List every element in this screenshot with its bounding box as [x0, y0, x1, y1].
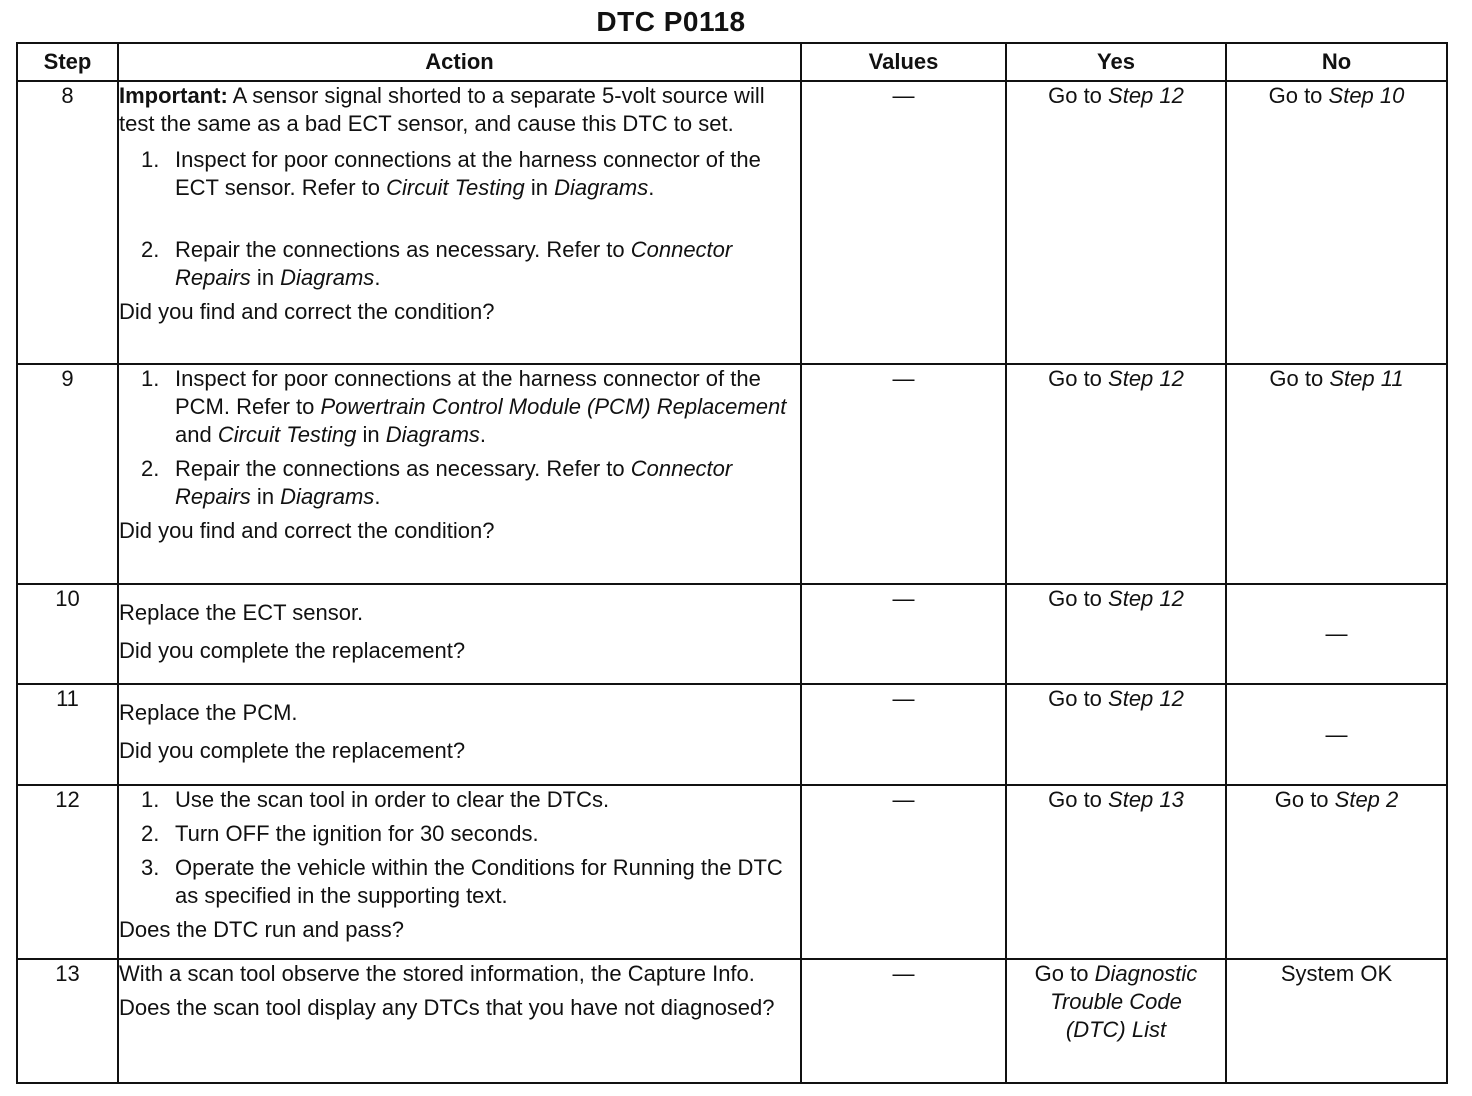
- yes-prefix: Go to: [1048, 686, 1109, 711]
- no-cell: [1226, 364, 1447, 584]
- no-cell: —: [1226, 684, 1447, 785]
- table-row: [17, 364, 1447, 584]
- item-text: Turn OFF the ignition for 30 seconds.: [175, 821, 539, 846]
- yes-step-link: Step 13: [1108, 787, 1184, 812]
- page-title: DTC P0118: [596, 6, 746, 37]
- question-text: Did you find and correct the condition?: [119, 518, 495, 543]
- header-yes: Yes: [1006, 43, 1226, 81]
- action-list: [119, 365, 800, 511]
- no-cell: [1226, 81, 1447, 364]
- item-text: .: [374, 265, 381, 290]
- yes-cell: [1006, 81, 1226, 364]
- yes-prefix: Go to: [1048, 366, 1109, 391]
- yes-step-link: Step 12: [1108, 686, 1184, 711]
- action-list: [119, 146, 800, 292]
- item-reference: Connector Repairs: [175, 456, 733, 509]
- item-reference: Diagrams: [280, 484, 375, 509]
- item-text: Inspect for poor connections at the harness connector of the PCM. Refer to: [175, 366, 761, 419]
- item-text: Operate the vehicle within the Conditions for Running the DTC as specified in the supporting text.: [175, 855, 783, 908]
- list-item: [119, 786, 800, 814]
- list-item: [119, 365, 800, 449]
- item-reference: Powertrain Control Module (PCM) Replacement: [320, 394, 787, 419]
- item-text: in: [250, 484, 281, 509]
- action-text: Replace the ECT sensor.: [119, 600, 364, 625]
- values-cell: —: [801, 584, 1006, 684]
- item-reference: Diagrams: [554, 175, 649, 200]
- yes-prefix: Go to: [1034, 961, 1095, 986]
- header-step: Step: [17, 43, 118, 81]
- item-text: Repair the connections as necessary. Refer to: [175, 237, 631, 262]
- diagnostic-table: [16, 42, 1448, 1084]
- values-cell: —: [801, 364, 1006, 584]
- step-number: 11: [17, 684, 118, 785]
- action-list: [119, 786, 800, 910]
- step-number: 12: [17, 785, 118, 959]
- item-number: 2.: [141, 821, 160, 846]
- table-row: [17, 584, 1447, 684]
- item-text: in: [524, 175, 555, 200]
- yes-cell: [1006, 364, 1226, 584]
- no-cell: —: [1226, 584, 1447, 684]
- item-text: in: [356, 422, 386, 447]
- item-number: 2.: [141, 456, 160, 481]
- step-number: 8: [17, 81, 118, 364]
- action-cell: [118, 364, 801, 584]
- item-reference: Connector Repairs: [175, 237, 733, 290]
- item-text: in: [250, 265, 281, 290]
- yes-cell: [1006, 959, 1226, 1083]
- item-reference: Diagrams: [385, 422, 480, 447]
- no-prefix: Go to: [1269, 366, 1330, 391]
- question-text: Did you find and correct the condition?: [119, 299, 495, 324]
- question-text: Does the DTC run and pass?: [119, 917, 404, 942]
- header-values: Values: [801, 43, 1006, 81]
- list-item: [119, 146, 800, 202]
- item-text: Use the scan tool in order to clear the DTCs.: [175, 787, 610, 812]
- question-text: Did you complete the replacement?: [119, 638, 466, 663]
- action-cell: [118, 785, 801, 959]
- question-text: Does the scan tool display any DTCs that you have not diagnosed?: [119, 995, 775, 1020]
- yes-cell: [1006, 785, 1226, 959]
- action-cell: [118, 684, 801, 785]
- item-number: 3.: [141, 855, 160, 880]
- item-text: .: [648, 175, 655, 200]
- table-row: [17, 785, 1447, 959]
- no-prefix: Go to: [1274, 787, 1335, 812]
- table-row: [17, 81, 1447, 364]
- yes-prefix: Go to: [1048, 83, 1109, 108]
- no-prefix: Go to: [1268, 83, 1329, 108]
- table-row: [17, 959, 1447, 1083]
- yes-step-link: Step 12: [1108, 586, 1184, 611]
- header-no: No: [1226, 43, 1447, 81]
- item-text: Inspect for poor connections at the harness connector of the ECT sensor. Refer to: [175, 147, 761, 200]
- table-row: [17, 684, 1447, 785]
- important-note: [119, 82, 800, 138]
- yes-dtc-list-link: Diagnostic Trouble Code (DTC) List: [1050, 961, 1198, 1042]
- no-step-link: Step 10: [1328, 83, 1405, 108]
- yes-prefix: Go to: [1048, 787, 1109, 812]
- item-reference: Diagrams: [280, 265, 375, 290]
- list-item: [119, 820, 800, 848]
- action-text: With a scan tool observe the stored information, the Capture Info.: [119, 961, 755, 986]
- values-cell: —: [801, 959, 1006, 1083]
- item-number: 1.: [141, 147, 160, 172]
- yes-prefix: Go to: [1048, 586, 1109, 611]
- item-number: 2.: [141, 237, 160, 262]
- yes-cell: [1006, 584, 1226, 684]
- values-cell: —: [801, 785, 1006, 959]
- item-text: Repair the connections as necessary. Refer to: [175, 456, 631, 481]
- no-step-link: Step 11: [1329, 366, 1404, 391]
- action-text: Replace the PCM.: [119, 700, 298, 725]
- yes-cell: [1006, 684, 1226, 785]
- item-reference: Circuit Testing: [386, 175, 525, 200]
- values-cell: —: [801, 81, 1006, 364]
- table-header-row: [17, 43, 1447, 81]
- no-cell: [1226, 785, 1447, 959]
- step-number: 13: [17, 959, 118, 1083]
- item-text: .: [374, 484, 381, 509]
- action-cell: [118, 959, 801, 1083]
- action-cell: [118, 584, 801, 684]
- item-reference: Circuit Testing: [217, 422, 357, 447]
- values-cell: —: [801, 684, 1006, 785]
- yes-step-link: Step 12: [1108, 83, 1184, 108]
- no-cell: System OK: [1226, 959, 1447, 1083]
- important-label: Important:: [119, 83, 228, 108]
- item-number: 1.: [141, 366, 160, 391]
- item-text: and: [175, 422, 218, 447]
- header-action: Action: [118, 43, 801, 81]
- no-step-link: Step 2: [1334, 787, 1399, 812]
- item-number: 1.: [141, 787, 160, 812]
- yes-step-link: Step 12: [1108, 366, 1184, 391]
- list-item: [119, 455, 800, 511]
- step-number: 10: [17, 584, 118, 684]
- important-text: A sensor signal shorted to a separate 5-volt source will test the same as a bad ECT sensor, and cause this DTC to set.: [119, 83, 765, 136]
- list-item: [119, 854, 800, 910]
- list-item: [119, 236, 800, 292]
- item-text: .: [479, 422, 487, 447]
- step-number: 9: [17, 364, 118, 584]
- action-cell: [118, 81, 801, 364]
- question-text: Did you complete the replacement?: [119, 738, 466, 763]
